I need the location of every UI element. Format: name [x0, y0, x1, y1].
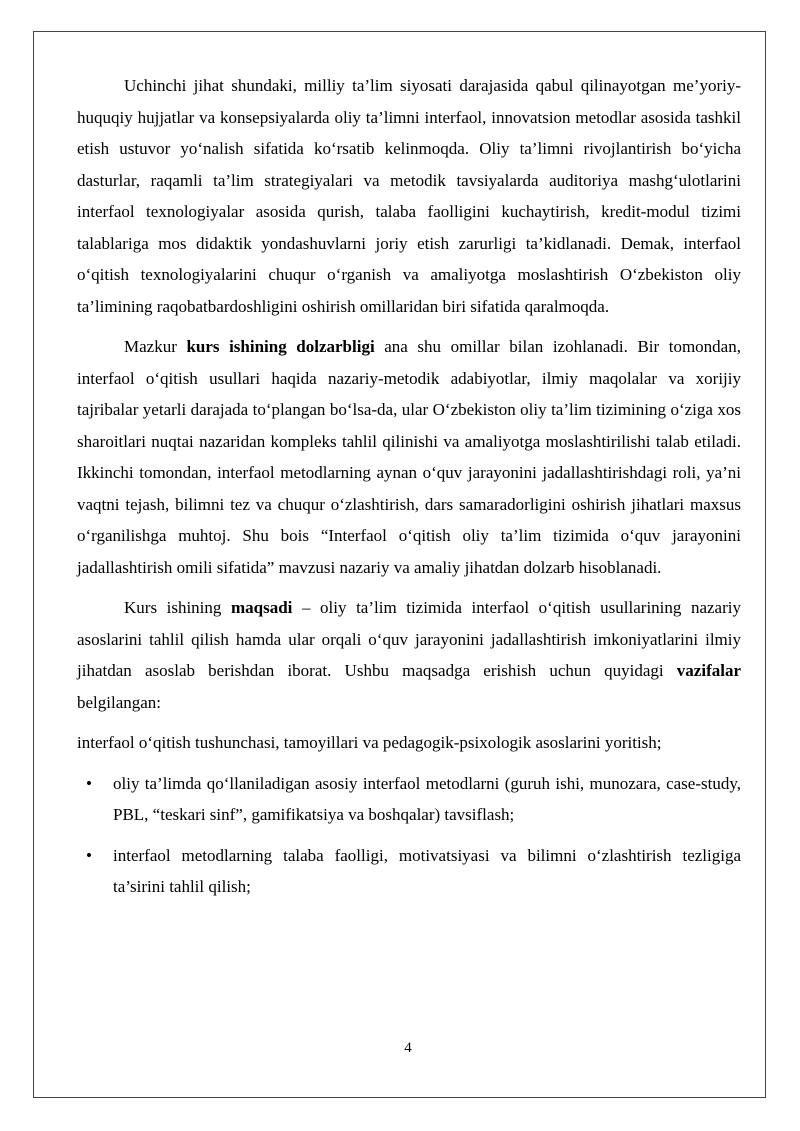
paragraph-2-start: Mazkur [124, 337, 187, 356]
paragraph-4: interfaol o‘qitish tushunchasi, tamoyillari va pedagogik-psixologik asoslarini yoritish; [77, 733, 662, 752]
list-item-text: oliy ta’limda qo‘llaniladigan asosiy interfaol metodlarni (guruh ishi, munozara, case-study, PBL, “teskari sinf”, gamifikatsiya va boshqalar) tavsiflash; [113, 773, 741, 824]
paragraph-2-rest: ana shu omillar bilan izohlanadi. Bir tomondan, interfaol o‘qitish usullari haqida nazariy-metodik adabiyotlar, ilmiy maqolalar va xorijiy tajribalar yetarli darajada to‘plangan bo‘lsa-da, ular O‘zbekiston oliy ta’lim tizimining o‘ziga xos sharoitlari nuqtai nazaridan kompleks tahlil qilinishi va amaliyotga moslashtirilishi talab etiladi. Ikkinchi tomondan, interfaol metodlarning aynan o‘quv jarayonini jadallashtirishdagi roli, ya’ni vaqtni tejash, bilimni tez va chuqur o‘zlashtirish, dars samaradorligini oshirish jihatlari maxsus o‘rganilishga muhtoj. Shu bois “Interfaol o‘qitish oliy ta’lim tizimida o‘quv jarayonini jadallashtirish omili sifatida” mavzusi nazariy va amaliy jihatdan dolzarb hisoblanadi. [77, 337, 741, 577]
document-body [77, 70, 741, 903]
bullet-icon: • [86, 845, 92, 865]
list-item [77, 840, 741, 903]
paragraph-3-start: Kurs ishining [124, 598, 231, 617]
paragraph-2 [77, 331, 741, 583]
list-item-text: interfaol metodlarning talaba faolligi, motivatsiyasi va bilimni o‘zlashtirish tezligiga ta’sirini tahlil qilish; [113, 845, 741, 896]
task-list [77, 768, 741, 903]
paragraph-3-end: belgilangan: [77, 692, 162, 712]
paragraph-3-mid: – oliy ta’lim tizimida interfaol o‘qitish usullarining nazariy asoslarini tahlil qilish hamda ular orqali o‘quv jarayonini jadallashtirish imkoniyatlarini ilmiy jihatdan asoslab berishdan iborat. Ushbu maqsadga erishish uchun quyidagi [77, 598, 741, 680]
list-item [77, 768, 741, 831]
bullet-icon: • [86, 773, 92, 793]
paragraph-3 [77, 592, 741, 718]
paragraph-1: Uchinchi jihat shundaki, milliy ta’lim siyosati darajasida qabul qilinayotgan me’yoriy-huquqiy hujjatlar va konsepsiyalarda oliy ta’limni interfaol, innovatsion metodlar asosida tashkil etish ustuvor yo‘nalish sifatida ko‘rsatib kelinmoqda. Oliy ta’limni rivojlantirish bo‘yicha dasturlar, raqamli ta’lim strategiyalari va metodik tavsiyalarda auditoriya mashg‘ulotlarini interfaol texnologiyalar asosida qurish, talaba faolligini kuchaytirish, kredit-modul tizimi talablariga mos didaktik yondashuvlarni joriy etish zarurligi ta’kidlanadi. Demak, interfaol o‘qitish texnologiyalarini chuqur o‘rganish va amaliyotga moslashtirish O‘zbekiston oliy ta’limining raqobatbardoshligini oshirish omillaridan biri sifatida qaralmoqda. [77, 76, 741, 316]
paragraph-3-bold-tasks: vazifalar [676, 661, 741, 680]
page-number: 4 [404, 1040, 412, 1056]
paragraph-3-bold-goal: maqsadi [230, 598, 293, 617]
paragraph-2-bold: kurs ishining dolzarbligi [186, 337, 375, 356]
